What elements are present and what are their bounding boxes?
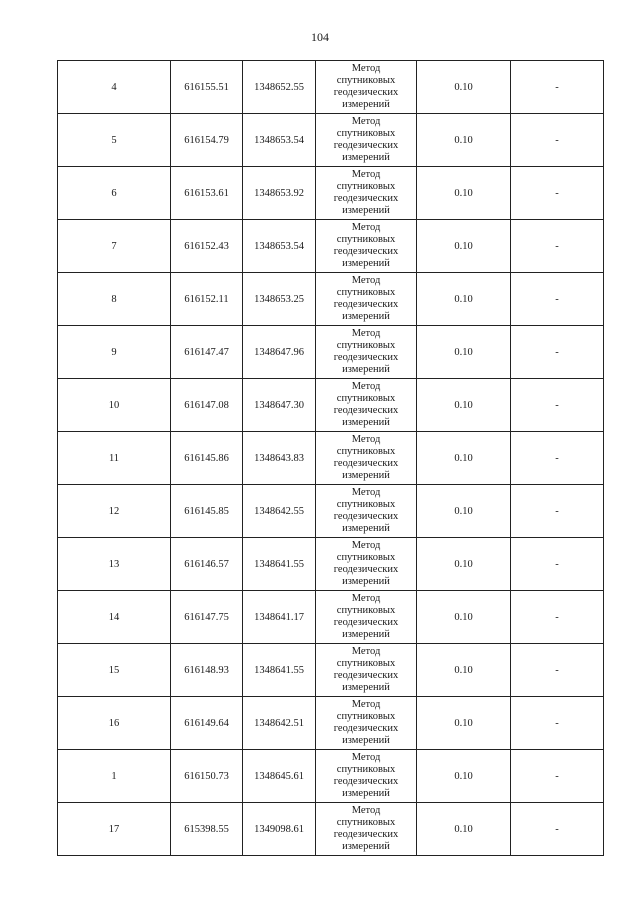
method-text-line: измерений: [342, 258, 390, 269]
accuracy-cell: 0.10: [417, 167, 511, 220]
point-number-cell: 17: [58, 803, 171, 856]
method-text-line: спутниковых: [336, 499, 396, 510]
y-coordinate-cell: 1348652.55: [243, 61, 316, 114]
accuracy-cell: 0.10: [417, 750, 511, 803]
method-text-line: Метод: [351, 275, 381, 286]
method-cell: [316, 538, 417, 591]
y-coordinate-cell: 1348653.25: [243, 273, 316, 326]
point-number-cell: 10: [58, 379, 171, 432]
x-coordinate-cell: 616147.47: [171, 326, 243, 379]
x-coordinate-cell: 616149.64: [171, 697, 243, 750]
method-text-line: геодезических: [333, 564, 399, 575]
coordinates-table: [57, 60, 604, 856]
table-row: [58, 750, 604, 803]
method-cell: [316, 114, 417, 167]
note-cell: -: [511, 485, 604, 538]
table-body: [58, 61, 604, 856]
accuracy-cell: 0.10: [417, 485, 511, 538]
point-number-cell: 15: [58, 644, 171, 697]
accuracy-cell: 0.10: [417, 432, 511, 485]
note-cell: -: [511, 61, 604, 114]
table-row: [58, 697, 604, 750]
table-row: [58, 220, 604, 273]
y-coordinate-cell: 1348641.55: [243, 644, 316, 697]
x-coordinate-cell: 616145.86: [171, 432, 243, 485]
method-text-line: геодезических: [333, 511, 399, 522]
method-text-line: геодезических: [333, 405, 399, 416]
table-row: [58, 273, 604, 326]
y-coordinate-cell: 1348641.17: [243, 591, 316, 644]
note-cell: -: [511, 697, 604, 750]
method-text-line: Метод: [351, 222, 381, 233]
table-row: [58, 167, 604, 220]
method-text-line: геодезических: [333, 458, 399, 469]
method-text-line: измерений: [342, 99, 390, 110]
table-row: [58, 379, 604, 432]
method-text-line: Метод: [351, 646, 381, 657]
method-text-line: геодезических: [333, 829, 399, 840]
x-coordinate-cell: 616150.73: [171, 750, 243, 803]
method-text-line: измерений: [342, 152, 390, 163]
method-text-line: измерений: [342, 417, 390, 428]
method-cell: [316, 379, 417, 432]
accuracy-cell: 0.10: [417, 803, 511, 856]
method-text-line: Метод: [351, 434, 381, 445]
method-cell: [316, 61, 417, 114]
method-cell: [316, 644, 417, 697]
x-coordinate-cell: 616145.85: [171, 485, 243, 538]
point-number-cell: 9: [58, 326, 171, 379]
y-coordinate-cell: 1348642.55: [243, 485, 316, 538]
method-cell: [316, 167, 417, 220]
method-text-line: геодезических: [333, 299, 399, 310]
point-number-cell: 12: [58, 485, 171, 538]
method-text-line: измерений: [342, 788, 390, 799]
y-coordinate-cell: 1348647.96: [243, 326, 316, 379]
y-coordinate-cell: 1349098.61: [243, 803, 316, 856]
method-cell: [316, 485, 417, 538]
method-text-line: спутниковых: [336, 817, 396, 828]
note-cell: -: [511, 538, 604, 591]
y-coordinate-cell: 1348642.51: [243, 697, 316, 750]
method-text-line: измерений: [342, 205, 390, 216]
method-text-line: геодезических: [333, 776, 399, 787]
table-row: [58, 485, 604, 538]
table-row: [58, 114, 604, 167]
y-coordinate-cell: 1348643.83: [243, 432, 316, 485]
method-text-line: измерений: [342, 841, 390, 852]
y-coordinate-cell: 1348647.30: [243, 379, 316, 432]
point-number-cell: 5: [58, 114, 171, 167]
method-text-line: спутниковых: [336, 128, 396, 139]
accuracy-cell: 0.10: [417, 220, 511, 273]
point-number-cell: 16: [58, 697, 171, 750]
method-cell: [316, 326, 417, 379]
method-cell: [316, 273, 417, 326]
accuracy-cell: 0.10: [417, 273, 511, 326]
method-text-line: Метод: [351, 116, 381, 127]
method-text-line: Метод: [351, 752, 381, 763]
note-cell: -: [511, 750, 604, 803]
note-cell: -: [511, 432, 604, 485]
method-cell: [316, 591, 417, 644]
note-cell: -: [511, 220, 604, 273]
accuracy-cell: 0.10: [417, 591, 511, 644]
x-coordinate-cell: 616154.79: [171, 114, 243, 167]
table-row: [58, 432, 604, 485]
method-cell: [316, 220, 417, 273]
point-number-cell: 6: [58, 167, 171, 220]
point-number-cell: 14: [58, 591, 171, 644]
point-number-cell: 13: [58, 538, 171, 591]
method-text-line: геодезических: [333, 193, 399, 204]
method-text-line: спутниковых: [336, 552, 396, 563]
method-text-line: измерений: [342, 682, 390, 693]
table-row: [58, 644, 604, 697]
method-text-line: геодезических: [333, 723, 399, 734]
method-text-line: спутниковых: [336, 75, 396, 86]
point-number-cell: 4: [58, 61, 171, 114]
method-text-line: геодезических: [333, 87, 399, 98]
x-coordinate-cell: 616148.93: [171, 644, 243, 697]
method-text-line: геодезических: [333, 670, 399, 681]
accuracy-cell: 0.10: [417, 538, 511, 591]
method-text-line: геодезических: [333, 140, 399, 151]
x-coordinate-cell: 615398.55: [171, 803, 243, 856]
x-coordinate-cell: 616155.51: [171, 61, 243, 114]
method-text-line: спутниковых: [336, 711, 396, 722]
method-text-line: Метод: [351, 805, 381, 816]
accuracy-cell: 0.10: [417, 61, 511, 114]
note-cell: -: [511, 644, 604, 697]
table-row: [58, 803, 604, 856]
page-number: 104: [311, 30, 329, 44]
method-text-line: спутниковых: [336, 234, 396, 245]
x-coordinate-cell: 616152.43: [171, 220, 243, 273]
method-cell: [316, 697, 417, 750]
method-text-line: измерений: [342, 523, 390, 534]
method-text-line: спутниковых: [336, 340, 396, 351]
y-coordinate-cell: 1348653.54: [243, 220, 316, 273]
method-text-line: измерений: [342, 364, 390, 375]
method-text-line: Метод: [351, 63, 381, 74]
point-number-cell: 8: [58, 273, 171, 326]
method-cell: [316, 432, 417, 485]
method-text-line: Метод: [351, 699, 381, 710]
method-cell: [316, 750, 417, 803]
y-coordinate-cell: 1348653.92: [243, 167, 316, 220]
method-text-line: измерений: [342, 311, 390, 322]
y-coordinate-cell: 1348641.55: [243, 538, 316, 591]
note-cell: -: [511, 326, 604, 379]
method-text-line: измерений: [342, 576, 390, 587]
method-text-line: геодезических: [333, 352, 399, 363]
x-coordinate-cell: 616153.61: [171, 167, 243, 220]
method-text-line: спутниковых: [336, 764, 396, 775]
table-row: [58, 591, 604, 644]
method-text-line: геодезических: [333, 246, 399, 257]
method-text-line: Метод: [351, 169, 381, 180]
method-text-line: измерений: [342, 470, 390, 481]
note-cell: -: [511, 273, 604, 326]
table-row: [58, 538, 604, 591]
method-text-line: спутниковых: [336, 393, 396, 404]
method-text-line: спутниковых: [336, 446, 396, 457]
x-coordinate-cell: 616146.57: [171, 538, 243, 591]
point-number-cell: 7: [58, 220, 171, 273]
x-coordinate-cell: 616147.08: [171, 379, 243, 432]
y-coordinate-cell: 1348653.54: [243, 114, 316, 167]
method-text-line: измерений: [342, 629, 390, 640]
accuracy-cell: 0.10: [417, 326, 511, 379]
method-text-line: Метод: [351, 381, 381, 392]
method-text-line: спутниковых: [336, 605, 396, 616]
note-cell: -: [511, 803, 604, 856]
method-text-line: Метод: [351, 593, 381, 604]
method-text-line: спутниковых: [336, 287, 396, 298]
note-cell: -: [511, 379, 604, 432]
method-text-line: Метод: [351, 540, 381, 551]
x-coordinate-cell: 616152.11: [171, 273, 243, 326]
accuracy-cell: 0.10: [417, 644, 511, 697]
point-number-cell: 1: [58, 750, 171, 803]
note-cell: -: [511, 167, 604, 220]
method-text-line: Метод: [351, 487, 381, 498]
note-cell: -: [511, 591, 604, 644]
note-cell: -: [511, 114, 604, 167]
method-text-line: измерений: [342, 735, 390, 746]
method-text-line: спутниковых: [336, 181, 396, 192]
accuracy-cell: 0.10: [417, 697, 511, 750]
method-cell: [316, 803, 417, 856]
y-coordinate-cell: 1348645.61: [243, 750, 316, 803]
table-row: [58, 61, 604, 114]
x-coordinate-cell: 616147.75: [171, 591, 243, 644]
point-number-cell: 11: [58, 432, 171, 485]
method-text-line: спутниковых: [336, 658, 396, 669]
table-row: [58, 326, 604, 379]
method-text-line: Метод: [351, 328, 381, 339]
accuracy-cell: 0.10: [417, 114, 511, 167]
accuracy-cell: 0.10: [417, 379, 511, 432]
method-text-line: геодезических: [333, 617, 399, 628]
